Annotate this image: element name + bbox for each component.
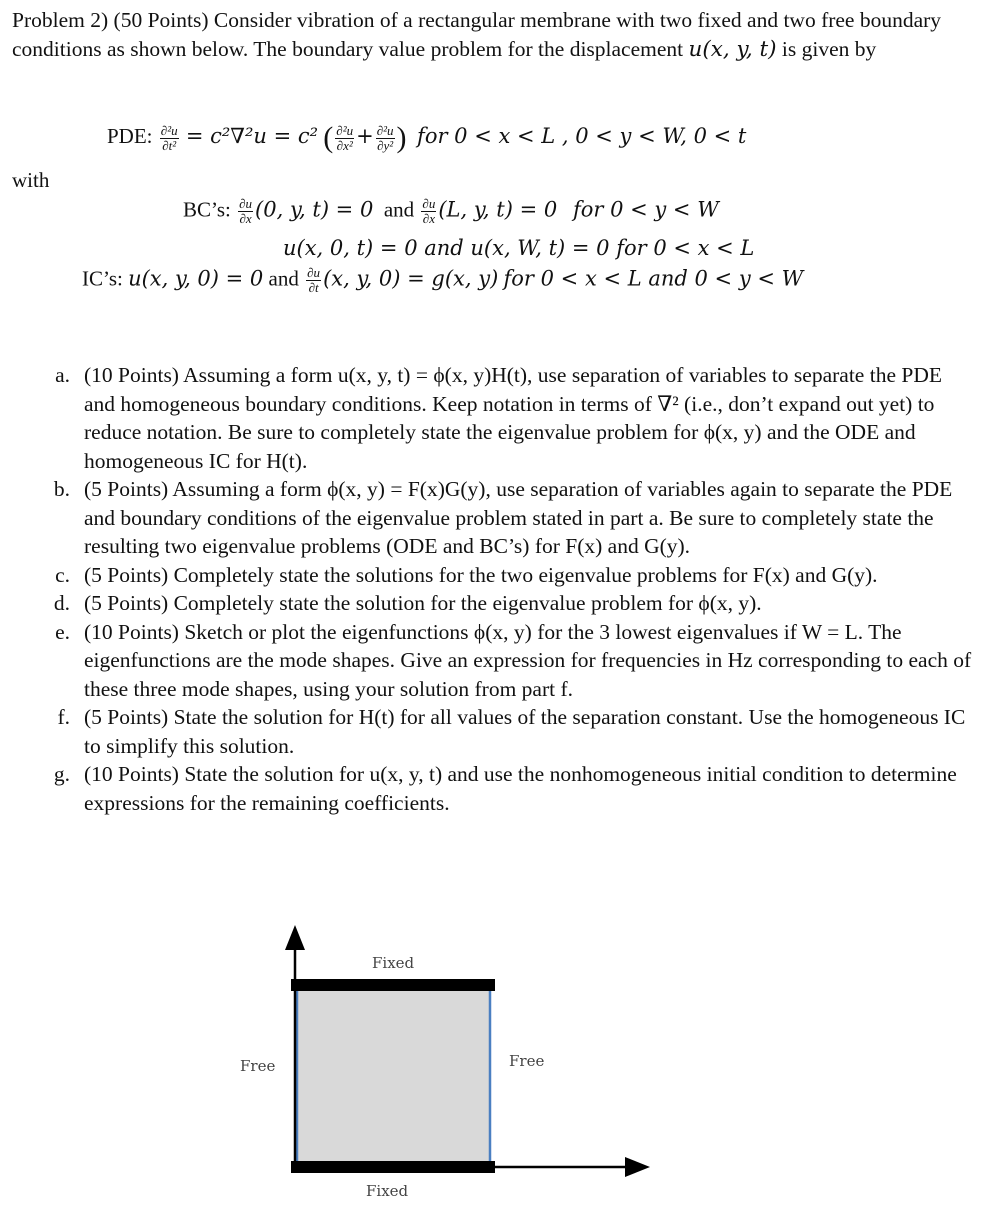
problem-header: Problem 2) (12, 8, 109, 32)
bc-fraction-right: $\frac{\partial u}{\partial x}$ (422, 196, 436, 226)
question-parts (44, 361, 974, 817)
bc-line-2: u(x, 0, t) = 0 and u(x, W, t) = 0 for 0 < x < L (283, 236, 755, 260)
part-e: e. (10 Points) Sketch or plot the eigenfunctions ϕ(x, y) for the 3 lowest eigenvalues if W = L. The eigenfunctions are the mode shapes. Give an expression for frequencies in Hz corresponding to each of these three mode shapes, using your solution from part f. (55, 619, 972, 701)
top-fixed-bar (291, 979, 495, 991)
problem-intro-tail: is given by (781, 36, 877, 61)
bc-and: and (383, 197, 415, 222)
pde-equation: PDE: $\frac{\text{∂²u}}{\text{∂t²}}$ = c²∇²u = c² ( $\frac{\text{∂²u}}{\text{∂x²}}$ + $\frac{\text{∂²u}}{\text{∂y²}}$ ) for 0 < x < L , 0 < y < W, 0 < t (107, 121, 747, 154)
bottom-fixed-bar (291, 1161, 495, 1173)
top-fixed-label: Fixed (372, 954, 415, 972)
part-b: b. (5 Points) Assuming a form ϕ(x, y) = F(x)G(y), use separation of variables again to separate the PDE and boundary conditions of the eigenvalue problem stated in part a. Be sure to completely state the resulting two eigenvalue problems (ODE and BC’s) for F(x) and G(y). (53, 477, 953, 558)
bc-right: (L, y, t) = 0 (438, 197, 558, 222)
part-d: d. (5 Points) Completely state the solution for the eigenvalue problem for ϕ(x, y). (53, 591, 762, 615)
membrane-fill (297, 985, 490, 1165)
bc-left: (0, y, t) = 0 (255, 197, 374, 222)
ic-fraction: $\frac{\partial u}{\partial t}$ (307, 265, 321, 295)
pde-middle: = c²∇²u = c² (185, 123, 319, 148)
left-free-label: Free (240, 1057, 276, 1075)
ic-first: u(x, y, 0) = 0 (128, 266, 264, 291)
part-c: c. (5 Points) Completely state the solutions for the two eigenvalue problems for F(x) and G(y). (55, 562, 878, 587)
bc-fraction-left: $\frac{\partial u}{\partial x}$ (239, 196, 253, 226)
bc-range-1: for 0 < y < W (572, 197, 719, 222)
with-label: with (12, 168, 50, 192)
part-a: a. (10 Points) Assuming a form u(x, y, t) = ϕ(x, y)H(t), use separation of variables to separate the PDE and homogeneous boundary conditions. Keep notation in terms of ∇² (i.e., don’t expand out yet) to reduce notation. Be sure to completely state the eigenvalue problem for ϕ(x, y) and the ODE and homogeneous IC for H(t). (55, 363, 942, 473)
right-free-label: Free (509, 1052, 545, 1070)
problem-intro-text: Consider vibration of a rectangular membrane with two fixed and two free boundary conditions as shown below. The boundary value problem for the displacement (12, 8, 942, 61)
ic-second: (x, y, 0) = g(x, y) (323, 266, 499, 291)
membrane-diagram (0, 900, 982, 1208)
problem-intro (12, 6, 972, 64)
part-f: f. (5 Points) State the solution for H(t) for all values of the separation constant. Use the homogeneous IC to simplify this solution. (57, 705, 966, 758)
bc-line-1 (183, 197, 719, 226)
problem-points: (50 Points) (113, 8, 209, 32)
ic-range: for 0 < x < L and 0 < y < W (503, 266, 804, 291)
ic-line (82, 266, 803, 295)
bc-label: BC’s: (183, 197, 231, 222)
ic-label: IC’s: (82, 266, 123, 291)
ic-and: and (268, 266, 299, 291)
bottom-fixed-label: Fixed (366, 1182, 409, 1200)
pde-label: PDE: (107, 123, 153, 148)
part-g: g. (10 Points) State the solution for u(x, y, t) and use the nonhomogeneous initial condition to determine expressions for the remaining coefficients. (53, 762, 957, 815)
pde-domain: for 0 < x < L , 0 < y < W, 0 < t (417, 123, 747, 148)
pde-term-x: $\frac{\text{∂²u}}{\text{∂x²}}$ (336, 122, 354, 153)
pde-lhs-fraction: $\frac{\text{∂²u}}{\text{∂t²}}$ (160, 122, 178, 153)
problem-intro-function: u(x, y, t) (688, 36, 777, 62)
pde-term-y: $\frac{\text{∂²u}}{\text{∂y²}}$ (376, 122, 394, 153)
